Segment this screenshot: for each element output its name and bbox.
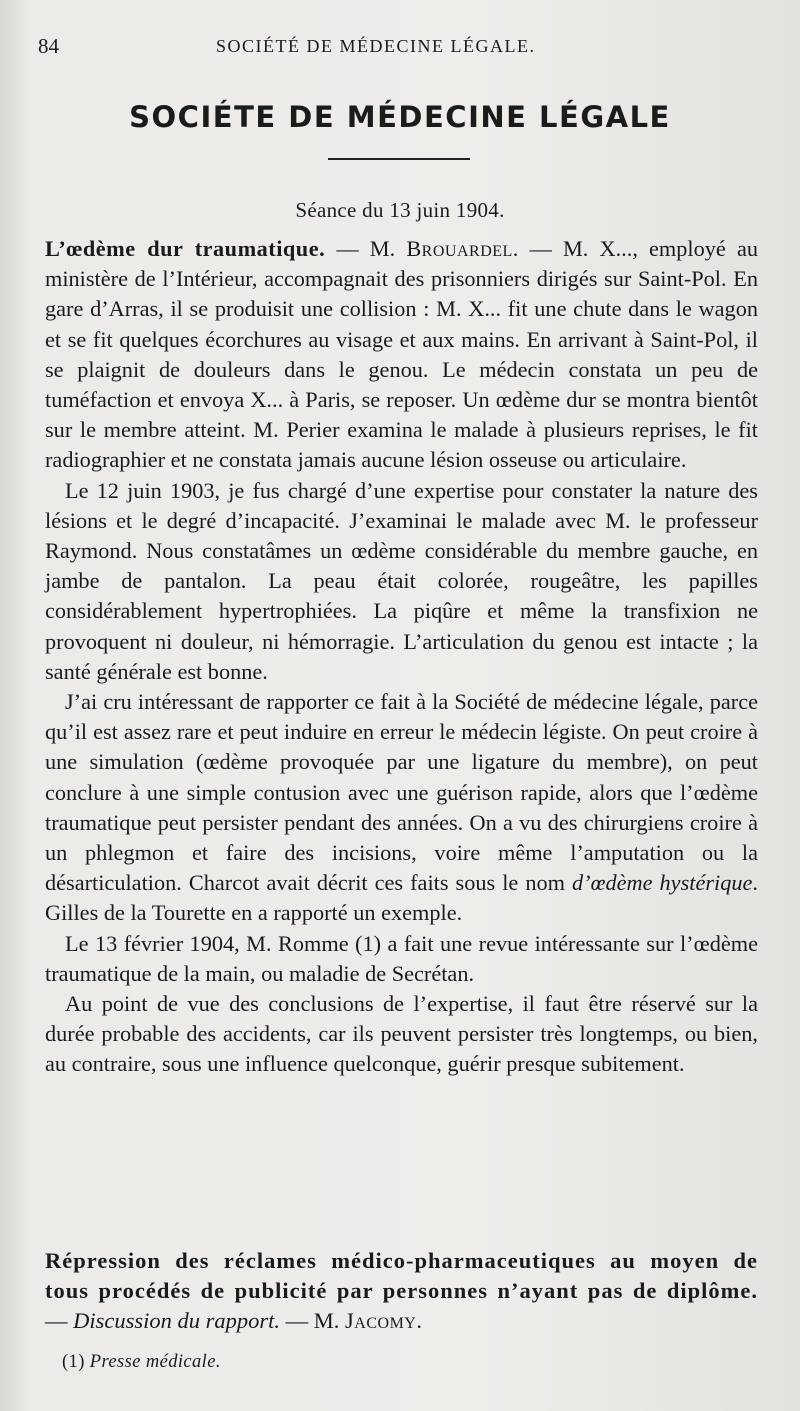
article-heading: Répression des réclames médico-pharmaceutiques au moyen de tous procédés de publicité par personnes n’ayant pas de diplôme. (45, 1248, 758, 1303)
article-heading: L’œdème dur traumatique. (45, 236, 326, 261)
separator: — M. (325, 236, 407, 261)
footnote-text: Presse médicale. (89, 1352, 221, 1372)
period: . (416, 1308, 422, 1333)
footnote (62, 1352, 221, 1373)
title-divider (328, 158, 470, 160)
main-title: SOCIÉTE DE MÉDECINE LÉGALE (129, 100, 671, 134)
paragraph-4: Le 13 février 1904, M. Romme (1) a fait une revue intéressante sur l’œdème traumatique de la main, ou maladie de Secrétan. (45, 930, 758, 986)
running-head (38, 34, 760, 64)
paragraph-text: J’ai cru intéressant de rapporter ce fait à la Société de médecine légale, parce qu’il est assez rare et peut induire en erreur le médecin légiste. On peut croire à une simulation (œdème provoquée par une ligature du membre), on peut conclure à une simple contusion avec une guérison rapide, alors que l’œdème traumatique peut persister pendant des années. On a vu des chirurgiens croire à un phlegmon et faire des incisions, voire même l’amputation ou la désarticulation. Charcot avait décrit ces faits sous le nom (45, 689, 758, 896)
article-repression (45, 1246, 758, 1336)
footnote-marker: (1) (62, 1352, 90, 1372)
session-date: Séance du 13 juin 1904. (295, 198, 505, 222)
paragraph-2: Le 12 juin 1903, je fus chargé d’une expertise pour constater la nature des lésions et le degré d’incapacité. J’examinai le malade avec M. le professeur Raymond. Nous constatâmes un œdème considérable du membre gauche, en jambe de pantalon. La peau était colorée, rougeâtre, les papilles considérablement hypertrophiées. La piqûre et même la transfixion ne provoquent ni douleur, ni hémorragie. L’articulation du genou est intacte ; la santé générale est bonne. (45, 477, 758, 684)
article-oedeme (45, 234, 758, 1080)
separator: — M. (280, 1308, 346, 1333)
discussion-label: Discussion du rapport. (73, 1308, 281, 1333)
speaker-name: Jacomy (345, 1308, 417, 1333)
paragraph-3 (45, 687, 758, 929)
italic-term: d’œdème hystérique (572, 870, 753, 896)
separator: — (45, 1308, 74, 1333)
paragraph-text: . Gilles de la Tourette en a rapporté un exemple. (45, 870, 758, 926)
paragraph-5: Au point de vue des conclusions de l’expertise, il faut être réservé sur la durée probable des accidents, car ils peuvent persister très longtemps, ou bien, au contraire, sous une influence quelconque, guérir presque subitement. (45, 991, 758, 1077)
paragraph-text: . — M. X..., employé au ministère de l’Intérieur, accompagnait des prisonniers dirigés sur Saint-Pol. En gare d’Arras, il se produisit une collision : M. X... fit une chute dans le wagon et se fit quelques écorchures au visage et aux mains. En arrivant à Saint-Pol, il se plaignit de douleurs dans le genou. Le médecin constata un peu de tuméfaction et envoya X... à Paris, se reposer. Un œdème dur se montra bientôt sur le membre atteint. M. Perier examina le malade à plusieurs reprises, le fit radiographier et ne constata jamais aucune lésion osseuse ou articulaire. (45, 236, 758, 473)
page-number: 84 (38, 34, 59, 58)
running-title: SOCIÉTÉ DE MÉDECINE LÉGALE. (216, 36, 536, 56)
speaker-name: Brouardel (406, 236, 513, 261)
paragraph-1 (45, 234, 758, 476)
